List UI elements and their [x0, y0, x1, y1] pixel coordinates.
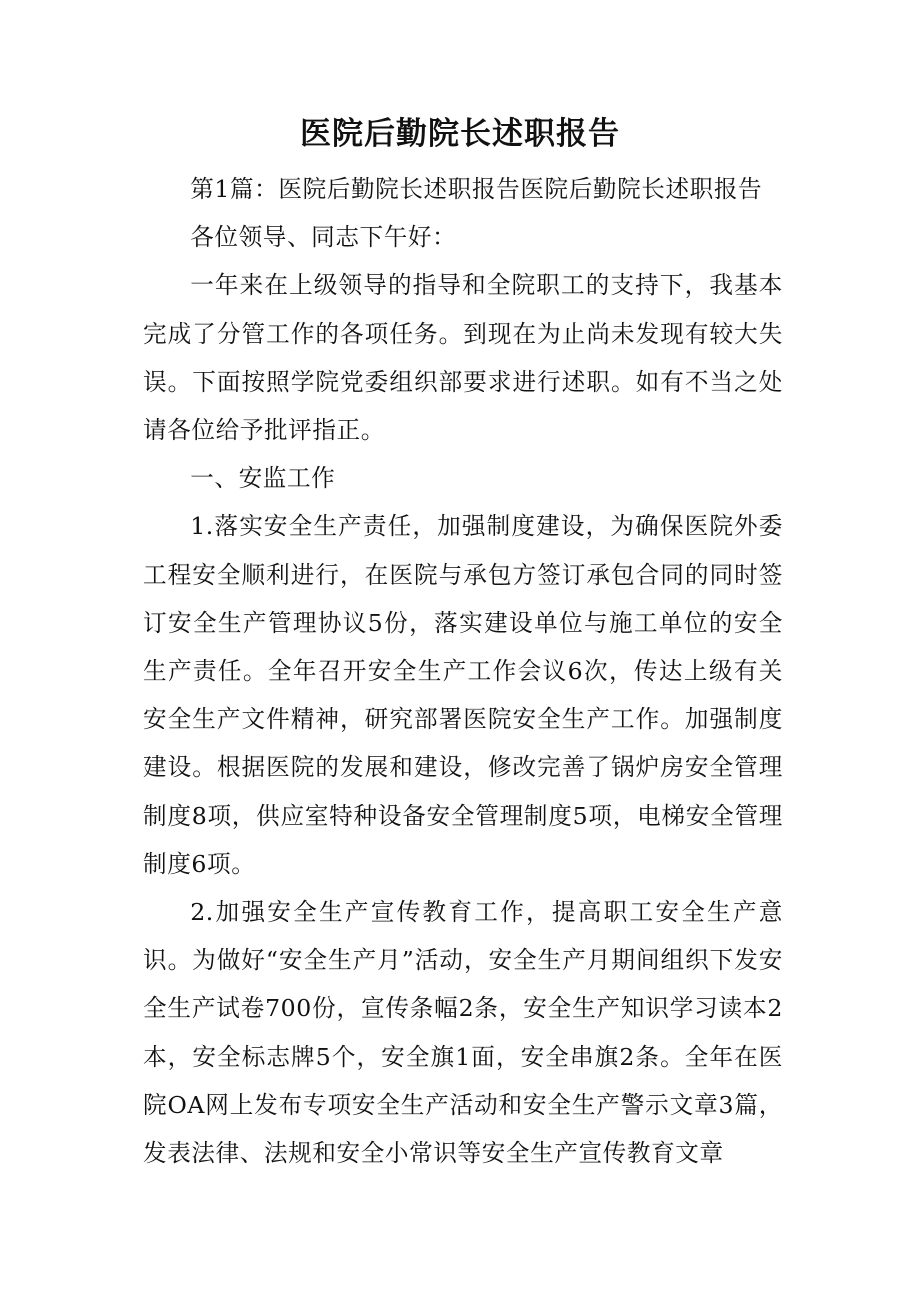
paragraph-heading-part1: 第1篇：医院后勤院长述职报告医院后勤院长述职报告 [190, 175, 763, 203]
section-heading-safety: 一、安监工作 [190, 464, 336, 493]
paragraph-greeting: 各位领导、同志下午好： [190, 223, 457, 252]
paragraph-safety-item-2: 2.加强安全生产宣传教育工作，提高职工安全生产意识。为做好“安全生产月”活动，安全生产月期间组织下发安全生产试卷700份，宣传条幅2条，安全生产知识学习读本2本，安全标志牌5个，安全旗1面，安全串旗2条。全年在医院OA网上发布专项安全生产活动和安全生产警示文章3篇，发表法律、法规和安全小常识等安全生产宣传教育文章 [143, 898, 783, 1168]
paragraph-safety-item-1: 1.落实安全生产责任，加强制度建设，为确保医院外委工程安全顺利进行，在医院与承包方签订承包合同的同时签订安全生产管理协议5份，落实建设单位与施工单位的安全生产责任。全年召开安全生产工作会议6次，传达上级有关安全生产文件精神，研究部署医院安全生产工作。加强制度建设。根据医院的发展和建设，修改完善了锅炉房安全管理制度8项，供应室特种设备安全管理制度5项，电梯安全管理制度6项。 [143, 512, 783, 878]
document-body [143, 165, 783, 1177]
paragraph-intro: 一年来在上级领导的指导和全院职工的支持下，我基本完成了分管工作的各项任务。到现在为止尚未发现有较大失误。下面按照学院党委组织部要求进行述职。如有不当之处请各位给予批评指正。 [143, 271, 783, 445]
document-title: 医院后勤院长述职报告 [300, 116, 620, 152]
